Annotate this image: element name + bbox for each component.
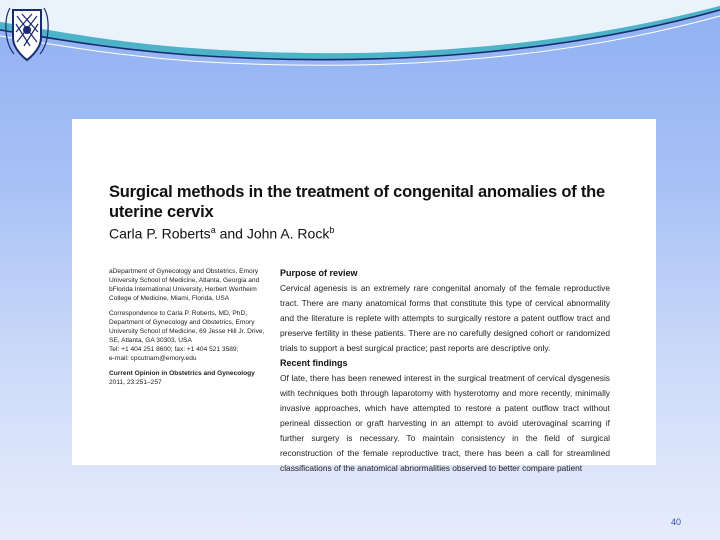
author-2-name: John A. Rock [246,225,330,242]
section-text-findings: Of late, there has been renewed interest in the surgical treatment of cervical dysgenesis with techniques both through laparotomy with hysterotomy and more recently, minimally invasive approaches, which have attempted to restore a patent outflow tract without perineal dissection or graft harvesting in an attempt to avoid uterovaginal scarring if further surgery is necessary. To maintain consistency in the field of surgical reconstruction of the female reproductive tract, there has been a call for streamlined classifications of the anatomical abnormalities observed to better compare patient [280,373,610,473]
affiliations-text: aDepartment of Gynecology and Obstetrics, Emory University School of Medicine, Atlanta, Georgia and bFlorida International University, Herbert Wertheim College of Medicine, Miami, Florida, USA [109,268,260,302]
university-crest-icon [2,2,52,72]
crest-shield [13,10,41,60]
section-heading-purpose: Purpose of review [280,268,358,278]
author-joiner: and [215,225,247,242]
abstract-column [280,266,610,476]
affiliation-column [109,267,271,387]
paper-authors [109,225,334,242]
crest-center [23,26,31,34]
paper-title: Surgical methods in the treatment of congenital anomalies of the uterine cervix [109,183,606,221]
slide-page-number: 40 [671,517,682,527]
paper-screenshot [72,119,656,473]
author-1-name: Carla P. Roberts [109,225,211,242]
section-heading-findings: Recent findings [280,358,348,368]
author-2-affiliation-mark: b [329,225,335,235]
section-text-purpose: Cervical agenesis is an extremely rare congenital anomaly of the female reproductive tract. There are many anatomical forms that constitute this type of cervical abnormality and the literature is replete with attempts to surgically restore a patent outflow tract and preserve fertility in these patients. There are no carefully designed cohort or randomized trials to support a best surgical practice; past reports are descriptive only. [280,283,610,353]
correspondence-text: Correspondence to Carla P. Roberts, MD, PhD, Department of Gynecology and Obstetrics, Emory University School of Medicine, 69 Jesse Hill Jr. Drive, SE, Atlanta, GA 30303, USA Tel: +1 404 251 8600; fax: +1 404 521 3589; e-mail: cpcutnam@emory.edu [109,310,265,362]
author-1-affiliation-mark: a [210,225,216,235]
journal-name: Current Opinion in Obstetrics and Gynecology [109,370,255,377]
decorative-top-band [0,0,720,80]
journal-citation: 2011, 23:251–257 [109,379,162,386]
